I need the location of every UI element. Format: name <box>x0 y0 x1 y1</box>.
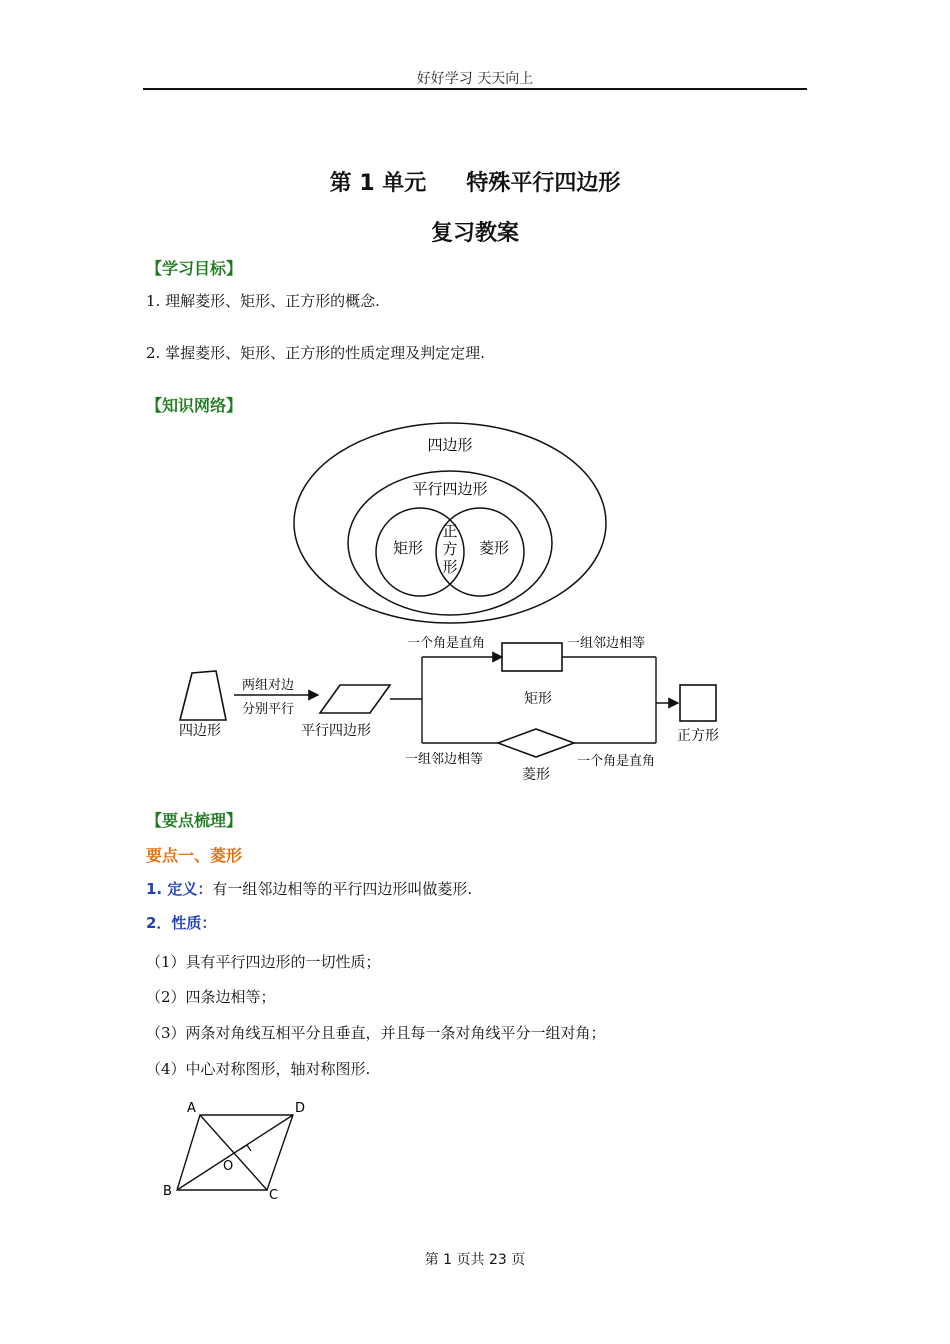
rhombus-label: 菱形 <box>522 767 550 783</box>
square-shape <box>680 685 716 721</box>
diagonal-bd <box>177 1115 293 1190</box>
vertex-a-label: A <box>187 1101 196 1116</box>
unit-topic: 特殊平行四边形 <box>466 171 621 196</box>
rhombus-shape <box>498 729 574 757</box>
vertex-c-label: C <box>269 1188 279 1203</box>
square-label: 正方形 <box>677 728 719 744</box>
venn-right-label: 菱形 <box>478 539 510 557</box>
rectangle-shape <box>502 643 562 671</box>
properties-label: 2．性质： <box>146 914 217 932</box>
point1-heading: 要点一、菱形 <box>146 846 243 865</box>
venn-diagram <box>280 418 620 628</box>
cond-para-line-1: 两组对边 <box>241 678 295 693</box>
points-heading: 【要点梳理】 <box>146 811 243 830</box>
network-heading: 【知识网络】 <box>146 396 243 415</box>
flow-diagram <box>160 625 740 790</box>
header-rule <box>143 88 807 90</box>
venn-middle-label: 平行四边形 <box>412 480 488 498</box>
unit-title <box>0 166 950 197</box>
unit-number: 第 1 单元 <box>329 171 427 196</box>
quadrilateral-shape <box>180 671 226 720</box>
right-angle-mark <box>241 1145 251 1151</box>
venn-center-char-1: 正 <box>442 522 458 540</box>
venn-left-label: 矩形 <box>392 539 424 557</box>
vertex-d-label: D <box>295 1101 306 1116</box>
diagonal-ac <box>200 1115 267 1190</box>
definition-line <box>146 878 472 899</box>
page-footer: 第 1 页共 23 页 <box>424 1252 526 1268</box>
property-item-1: （1）具有平行四边形的一切性质； <box>146 953 381 971</box>
venn-center-char-3: 形 <box>442 558 458 576</box>
rhombus-figure <box>155 1095 320 1210</box>
definition-label: 1. 定义： <box>146 880 213 898</box>
lower-cond-2-label: 一个角是直角 <box>576 754 656 769</box>
upper-cond-label: 一个角是直角 <box>406 636 486 651</box>
parallelogram-shape <box>320 685 390 713</box>
cond-para-line-2: 分别平行 <box>241 702 295 717</box>
venn-center-char-2: 方 <box>442 540 458 558</box>
goal-item-2: 2. 掌握菱形、矩形、正方形的性质定理及判定定理. <box>146 344 485 362</box>
property-item-2: （2）四条边相等； <box>146 988 276 1006</box>
properties-line <box>146 912 216 933</box>
page-subtitle: 复习教案 <box>430 221 519 246</box>
goals-heading: 【学习目标】 <box>146 259 243 278</box>
page-header: 好好学习 天天向上 <box>416 71 534 87</box>
definition-text: 有一组邻边相等的平行四边形叫做菱形. <box>212 880 473 898</box>
para-label: 平行四边形 <box>301 723 371 739</box>
property-item-4: （4）中心对称图形，轴对称图形. <box>146 1060 371 1078</box>
venn-outer-label: 四边形 <box>427 436 473 454</box>
goal-item-1: 1. 理解菱形、矩形、正方形的概念. <box>146 292 380 310</box>
quad-label: 四边形 <box>179 723 221 739</box>
center-o-label: O <box>223 1159 234 1174</box>
rect-label: 矩形 <box>524 691 552 707</box>
upper-cond-2-label: 一组邻边相等 <box>566 636 646 651</box>
lower-cond-label: 一组邻边相等 <box>404 752 484 767</box>
vertex-b-label: B <box>163 1184 172 1199</box>
property-item-3: （3）两条对角线互相平分且垂直，并且每一条对角线平分一组对角； <box>146 1024 606 1042</box>
